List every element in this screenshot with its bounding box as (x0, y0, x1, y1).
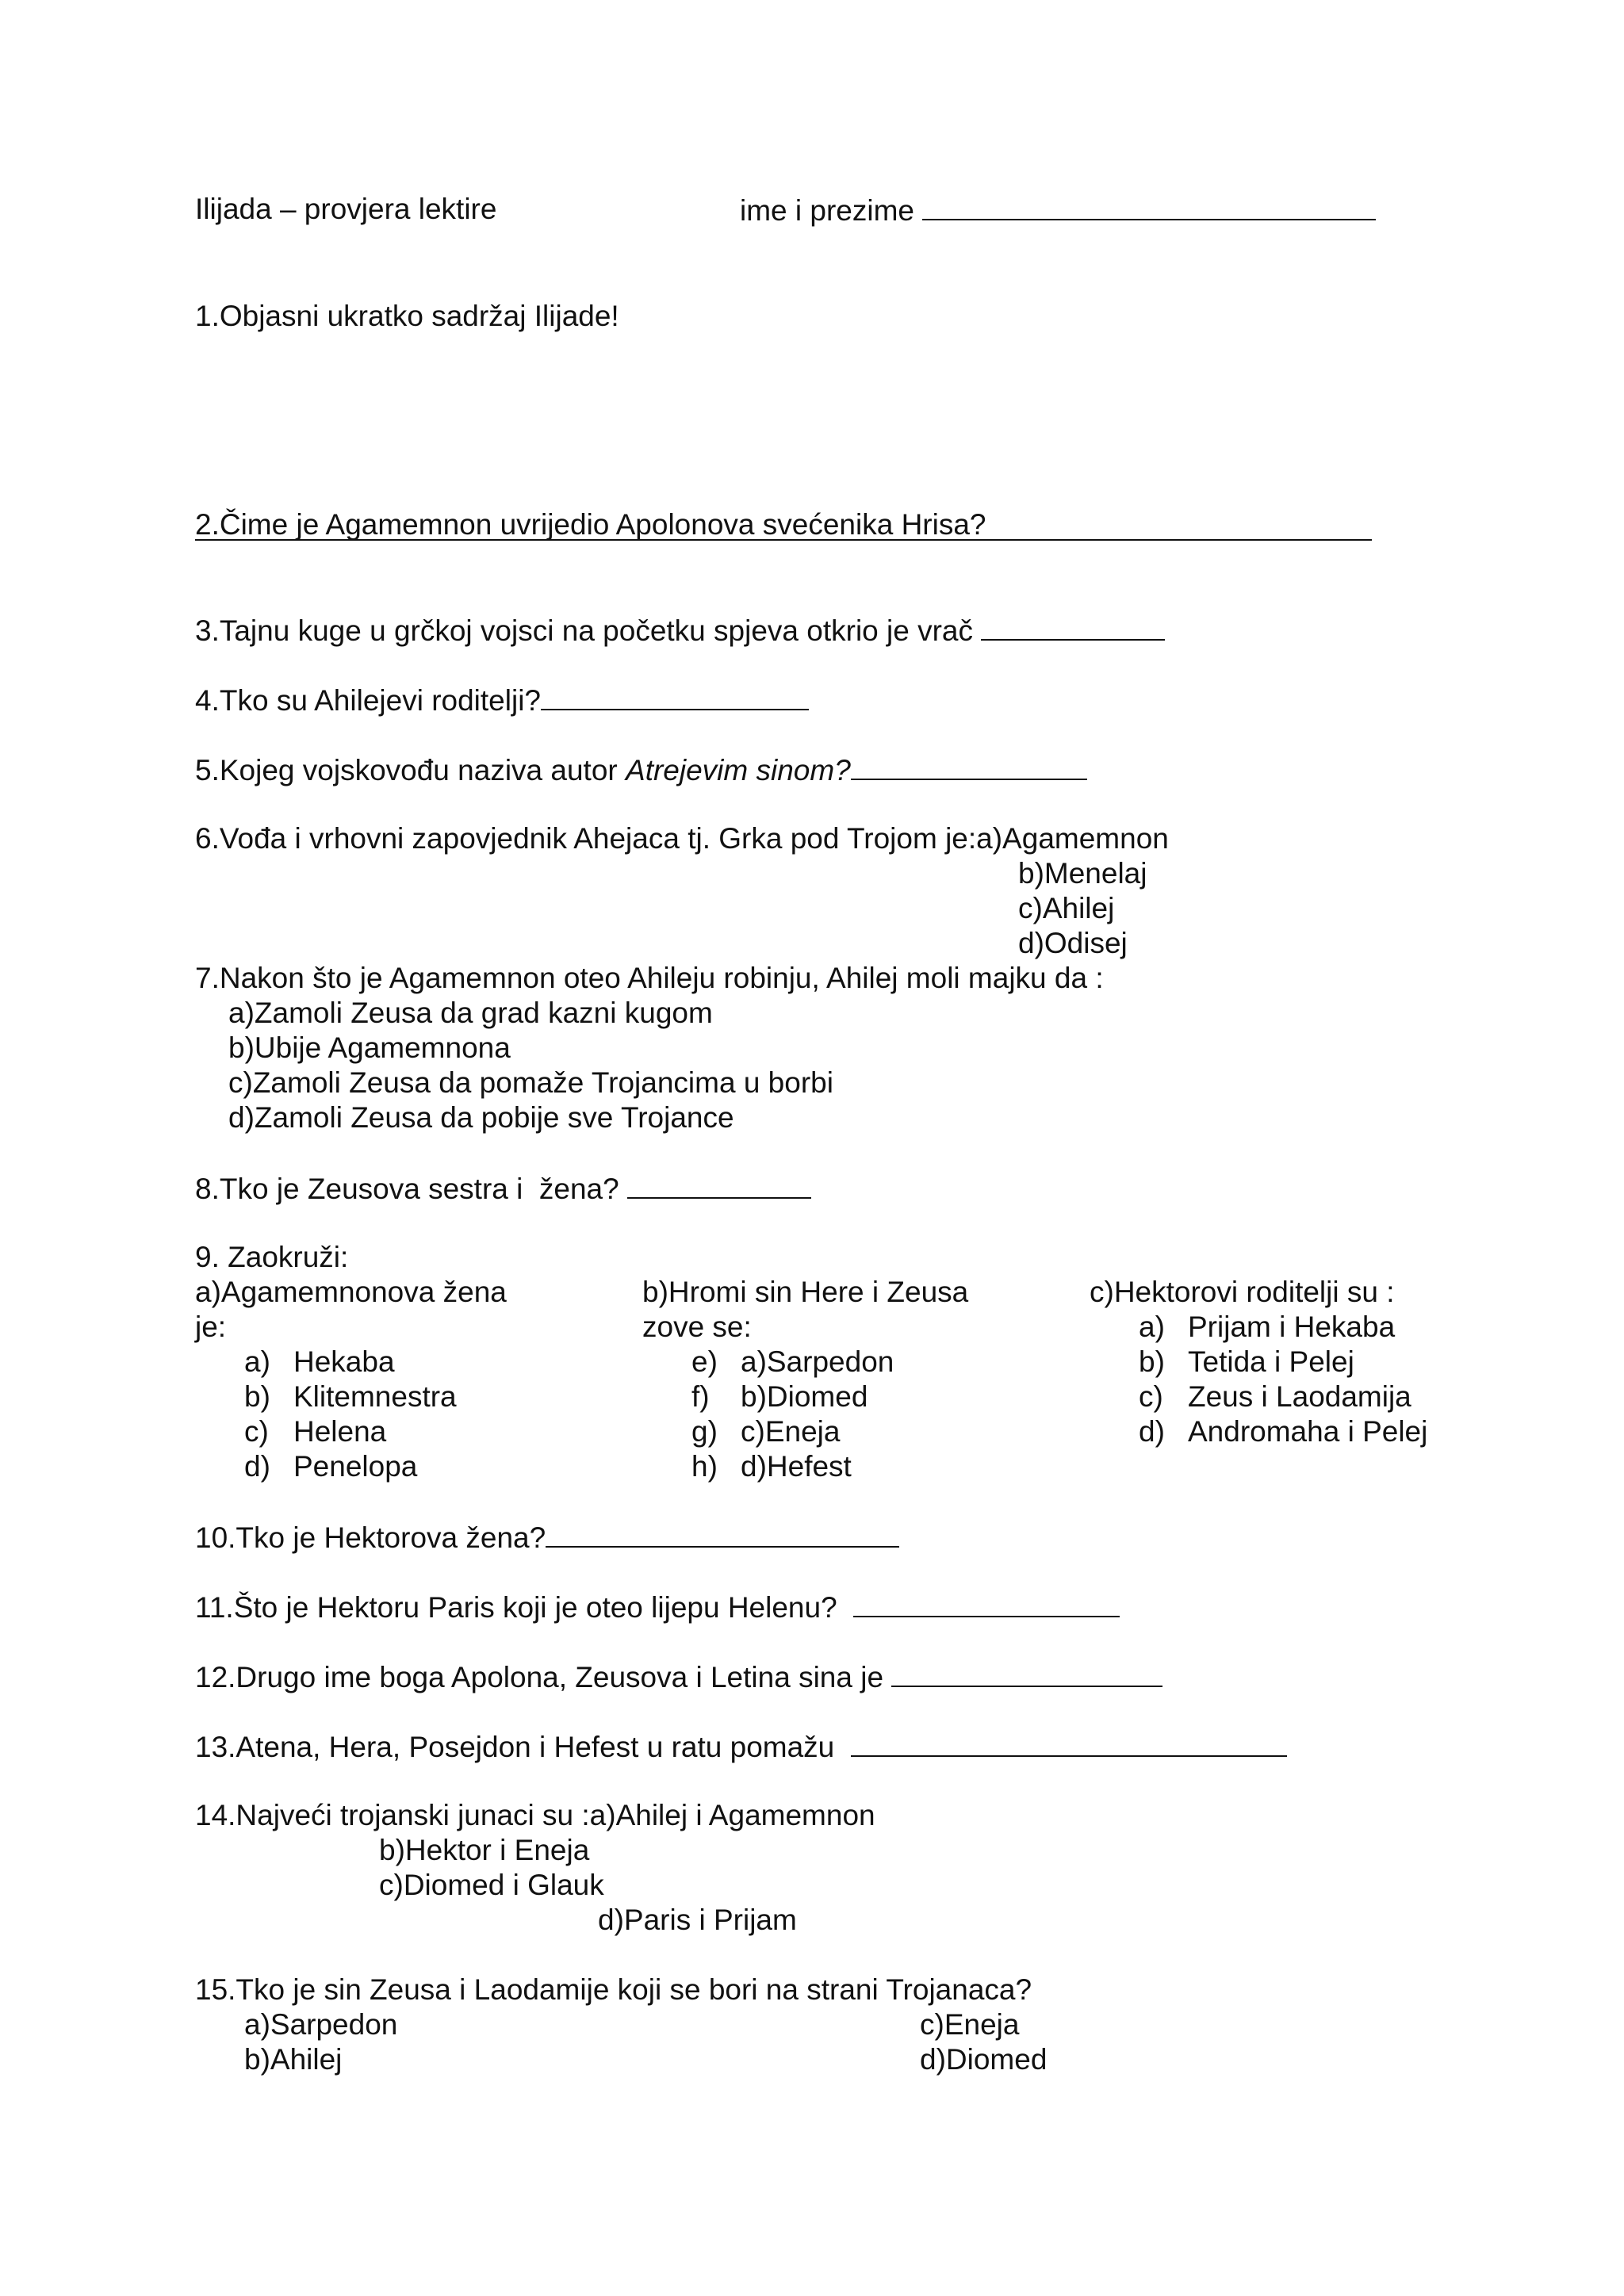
option-text: b)Diomed (741, 1380, 868, 1413)
option-text: Hekaba (293, 1345, 395, 1378)
q15-option-a[interactable]: a)Sarpedon (244, 2008, 398, 2041)
q9b-option[interactable] (691, 1414, 840, 1449)
question-4 (195, 682, 809, 718)
q9b-option[interactable] (691, 1345, 894, 1380)
question-5 (195, 752, 1087, 788)
q6-option-d[interactable]: d)Odisej (1018, 927, 1128, 959)
q9b-question-cont: zove se: (642, 1311, 752, 1343)
q9c-option[interactable] (1139, 1380, 1411, 1414)
q9a-option[interactable] (244, 1449, 417, 1484)
question-8-text: 8.Tko je Zeusova sestra i žena? (195, 1173, 619, 1205)
q7-option-a[interactable]: a)Zamoli Zeusa da grad kazni kugom (228, 997, 713, 1029)
option-text: Helena (293, 1415, 387, 1448)
q9a-option[interactable] (244, 1414, 386, 1449)
q9c-option[interactable] (1139, 1310, 1395, 1345)
question-11-text: 11.Što je Hektoru Paris koji je oteo lijepu Helenu? (195, 1591, 837, 1624)
option-letter: e) (691, 1345, 718, 1378)
question-8 (195, 1170, 811, 1207)
option-letter: a) (1139, 1311, 1165, 1343)
option-letter: c) (244, 1415, 269, 1448)
question-7: 7.Nakon što je Agamemnon oteo Ahileju robinju, Ahilej moli majku da : (195, 962, 1104, 994)
option-letter: h) (691, 1450, 718, 1483)
option-letter: d) (244, 1450, 270, 1483)
q9a-option[interactable] (244, 1380, 457, 1414)
question-9: 9. Zaokruži: (195, 1241, 349, 1273)
q9a-question-cont: je: (195, 1311, 227, 1343)
option-text: Tetida i Pelej (1188, 1345, 1354, 1378)
q15-option-d[interactable]: d)Diomed (920, 2043, 1048, 2076)
option-letter: f) (691, 1380, 710, 1413)
option-text: Prijam i Hekaba (1188, 1311, 1396, 1343)
answer-blank-13[interactable] (851, 1728, 1287, 1757)
answer-blank-5[interactable] (851, 752, 1087, 780)
option-text: Andromaha i Pelej (1188, 1415, 1428, 1448)
q9b-option[interactable] (691, 1380, 868, 1414)
question-5-italic: Atrejevim sinom? (626, 754, 851, 786)
question-1: 1.Objasni ukratko sadržaj Ilijade! (195, 300, 619, 332)
q14-option-d[interactable]: d)Paris i Prijam (598, 1904, 797, 1936)
q9a-option[interactable] (244, 1345, 395, 1380)
question-6: 6.Vođa i vrhovni zapovjednik Ahejaca tj. Grka pod Trojom je:a)Agamemnon (195, 822, 1169, 855)
q15-option-b[interactable]: b)Ahilej (244, 2043, 343, 2076)
worksheet-title: Ilijada – provjera lektire (195, 193, 497, 225)
option-letter: c) (1139, 1380, 1163, 1413)
name-label (740, 192, 1376, 228)
option-text: c)Eneja (741, 1415, 841, 1448)
question-13-text: 13.Atena, Hera, Posejdon i Hefest u ratu pomažu (195, 1731, 835, 1763)
question-4-text: 4.Tko su Ahilejevi roditelji? (195, 684, 541, 717)
answer-blank-12[interactable] (891, 1659, 1162, 1687)
answer-blank-11[interactable] (853, 1589, 1120, 1617)
option-letter: b) (244, 1380, 270, 1413)
q7-option-c[interactable]: c)Zamoli Zeusa da pomaže Trojancima u borbi (228, 1066, 833, 1099)
q6-option-c[interactable]: c)Ahilej (1018, 892, 1115, 924)
q7-option-b[interactable]: b)Ubije Agamemnona (228, 1031, 511, 1064)
question-13 (195, 1728, 1287, 1765)
answer-blank-8[interactable] (627, 1170, 811, 1199)
option-letter: b) (1139, 1345, 1165, 1378)
q9c-question: c)Hektorovi roditelji su : (1090, 1276, 1395, 1308)
option-letter: d) (1139, 1415, 1165, 1448)
option-text: d)Hefest (741, 1450, 852, 1483)
question-12 (195, 1659, 1162, 1695)
name-label-text: ime i prezime (740, 194, 914, 227)
q9c-option[interactable] (1139, 1414, 1427, 1449)
question-2: 2.Čime je Agamemnon uvrijedio Apolonova svećenika Hrisa? (195, 508, 986, 541)
question-14: 14.Najveći trojanski junaci su :a)Ahilej i Agamemnon (195, 1799, 875, 1831)
question-10-text: 10.Tko je Hektorova žena? (195, 1521, 546, 1554)
q6-option-b[interactable]: b)Menelaj (1018, 857, 1147, 890)
option-letter: a) (244, 1345, 270, 1378)
question-11 (195, 1589, 1120, 1625)
answer-blank-4[interactable] (541, 682, 809, 710)
name-field[interactable] (922, 192, 1376, 220)
question-3 (195, 612, 1165, 649)
q14-option-b[interactable]: b)Hektor i Eneja (379, 1834, 590, 1866)
option-text: Zeus i Laodamija (1188, 1380, 1411, 1413)
answer-line-2[interactable] (195, 539, 1372, 541)
q14-option-c[interactable]: c)Diomed i Glauk (379, 1869, 604, 1901)
question-10 (195, 1519, 899, 1556)
answer-blank-3[interactable] (981, 612, 1165, 641)
q9c-option[interactable] (1139, 1345, 1354, 1380)
question-3-text: 3.Tajnu kuge u grčkoj vojsci na početku spjeva otkrio je vrač (195, 614, 974, 647)
option-letter: g) (691, 1415, 718, 1448)
q9a-question: a)Agamemnonova žena (195, 1276, 507, 1308)
q9b-option[interactable] (691, 1449, 852, 1484)
option-text: a)Sarpedon (741, 1345, 894, 1378)
question-15: 15.Tko je sin Zeusa i Laodamije koji se bori na strani Trojanaca? (195, 1973, 1032, 2006)
answer-blank-10[interactable] (546, 1519, 899, 1548)
question-5-text: 5.Kojeg vojskovođu naziva autor (195, 754, 626, 786)
q7-option-d[interactable]: d)Zamoli Zeusa da pobije sve Trojance (228, 1101, 734, 1134)
option-text: Klitemnestra (293, 1380, 457, 1413)
q15-option-c[interactable]: c)Eneja (920, 2008, 1020, 2041)
q9b-question: b)Hromi sin Here i Zeusa (642, 1276, 969, 1308)
question-12-text: 12.Drugo ime boga Apolona, Zeusova i Letina sina je (195, 1661, 884, 1693)
option-text: Penelopa (293, 1450, 418, 1483)
